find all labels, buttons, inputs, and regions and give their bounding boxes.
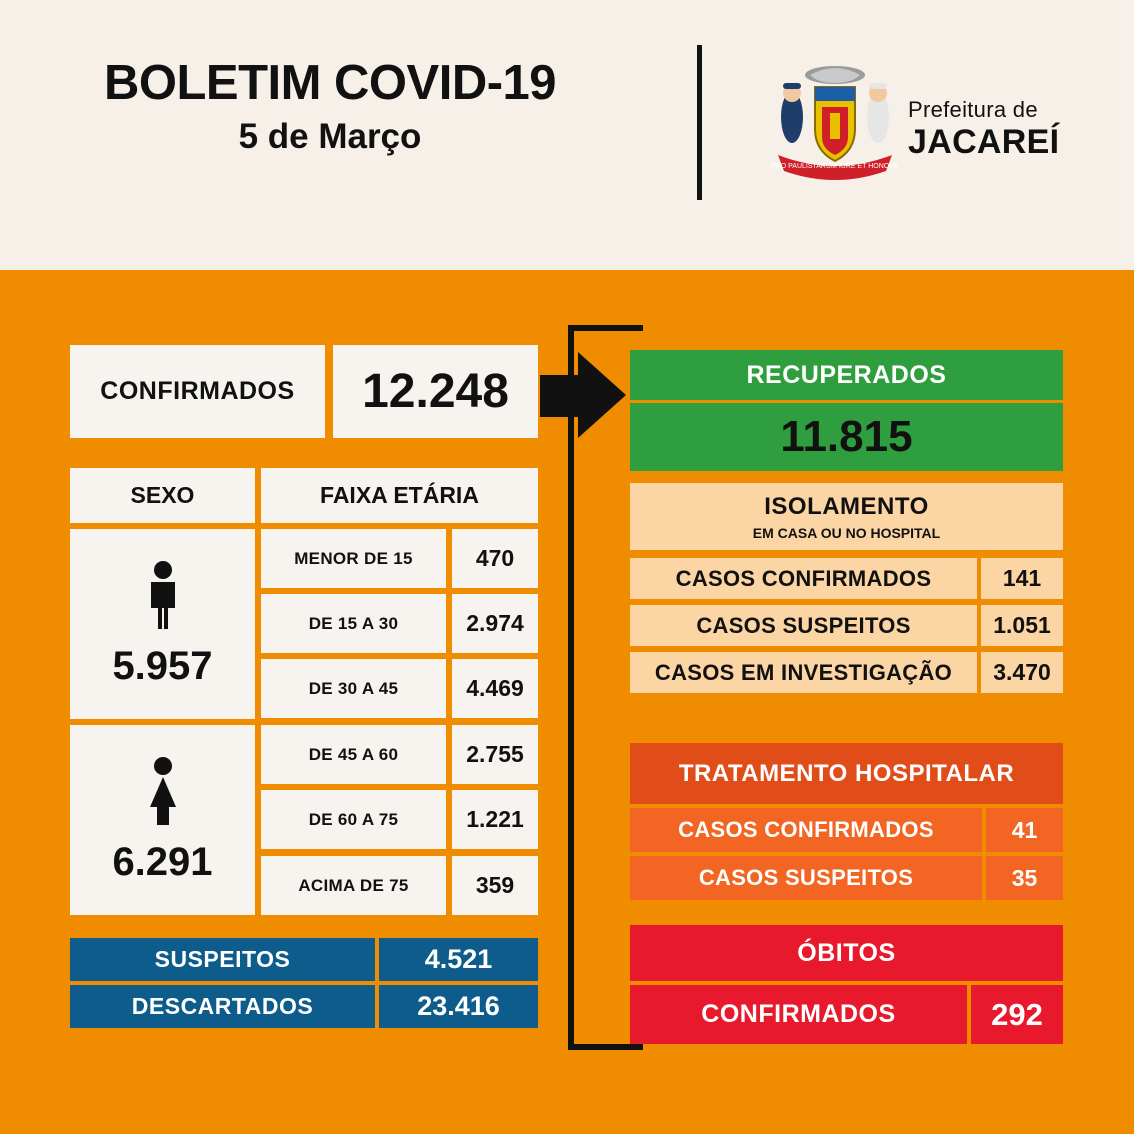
- suspeitos-label: SUSPEITOS: [70, 938, 375, 981]
- faixa-row-value: 359: [452, 856, 538, 915]
- sexo-female-value: 6.291: [112, 840, 213, 884]
- suspeitos-value: 4.521: [379, 938, 538, 981]
- faixa-etaria-header: FAIXA ETÁRIA: [261, 468, 538, 523]
- isolamento-header: [630, 483, 1063, 550]
- faixa-row-value: 4.469: [452, 659, 538, 718]
- header: [0, 0, 1134, 270]
- coat-of-arms-icon: [770, 55, 900, 190]
- obitos-label: CONFIRMADOS: [630, 985, 967, 1044]
- faixa-row-value: 2.974: [452, 594, 538, 653]
- sexo-male-value: 5.957: [112, 644, 213, 688]
- isolamento-subtitle: EM CASA OU NO HOSPITAL: [752, 524, 941, 541]
- isolamento-row-value: 3.470: [981, 652, 1063, 693]
- faixa-row-label: ACIMA DE 75: [261, 856, 446, 915]
- brand-city: JACAREÍ: [908, 123, 1060, 161]
- brand-prefix: Prefeitura de: [908, 97, 1038, 122]
- recuperados-label: RECUPERADOS: [630, 350, 1063, 400]
- female-figure-icon: [141, 755, 185, 830]
- isolamento-row-value: 1.051: [981, 605, 1063, 646]
- isolamento-row-label: CASOS SUSPEITOS: [630, 605, 977, 646]
- isolamento-row-value: 141: [981, 558, 1063, 599]
- faixa-row-label: DE 15 A 30: [261, 594, 446, 653]
- tratamento-row-value: 41: [986, 808, 1063, 852]
- sexo-female-block: [70, 725, 255, 915]
- sexo-male-block: [70, 529, 255, 719]
- obitos-header: ÓBITOS: [630, 925, 1063, 981]
- faixa-row-label: DE 60 A 75: [261, 790, 446, 849]
- page-date: 5 de Março: [238, 117, 422, 157]
- sexo-header: SEXO: [70, 468, 255, 523]
- descartados-value: 23.416: [379, 985, 538, 1028]
- flow-arrow-icon: [578, 352, 626, 438]
- tratamento-row-value: 35: [986, 856, 1063, 900]
- confirmados-value: 12.248: [333, 345, 538, 438]
- faixa-row-value: 470: [452, 529, 538, 588]
- obitos-value: 292: [971, 985, 1063, 1044]
- content-area: [0, 270, 1134, 1134]
- brand-text: [908, 97, 1059, 162]
- tratamento-row-label: CASOS CONFIRMADOS: [630, 808, 982, 852]
- male-figure-icon: [141, 559, 185, 634]
- tratamento-hospitalar-header: TRATAMENTO HOSPITALAR: [630, 743, 1063, 804]
- svg-text:PRO PAULISTARUM IURE ET HONORE: PRO PAULISTARUM IURE ET HONORE: [771, 163, 899, 170]
- faixa-row-value: 2.755: [452, 725, 538, 784]
- brand-block: [770, 55, 1090, 200]
- recuperados-value: 11.815: [630, 403, 1063, 471]
- page-title: BOLETIM COVID-19: [103, 56, 557, 110]
- isolamento-row-label: CASOS EM INVESTIGAÇÃO: [630, 652, 977, 693]
- title-block: [0, 58, 660, 157]
- isolamento-title: ISOLAMENTO: [764, 492, 929, 520]
- faixa-row-label: DE 45 A 60: [261, 725, 446, 784]
- faixa-row-label: MENOR DE 15: [261, 529, 446, 588]
- faixa-row-label: DE 30 A 45: [261, 659, 446, 718]
- faixa-row-value: 1.221: [452, 790, 538, 849]
- flow-arrow-body: [540, 375, 580, 417]
- tratamento-row-label: CASOS SUSPEITOS: [630, 856, 982, 900]
- confirmados-label: CONFIRMADOS: [70, 345, 325, 438]
- header-divider: [697, 45, 702, 200]
- isolamento-row-label: CASOS CONFIRMADOS: [630, 558, 977, 599]
- descartados-label: DESCARTADOS: [70, 985, 375, 1028]
